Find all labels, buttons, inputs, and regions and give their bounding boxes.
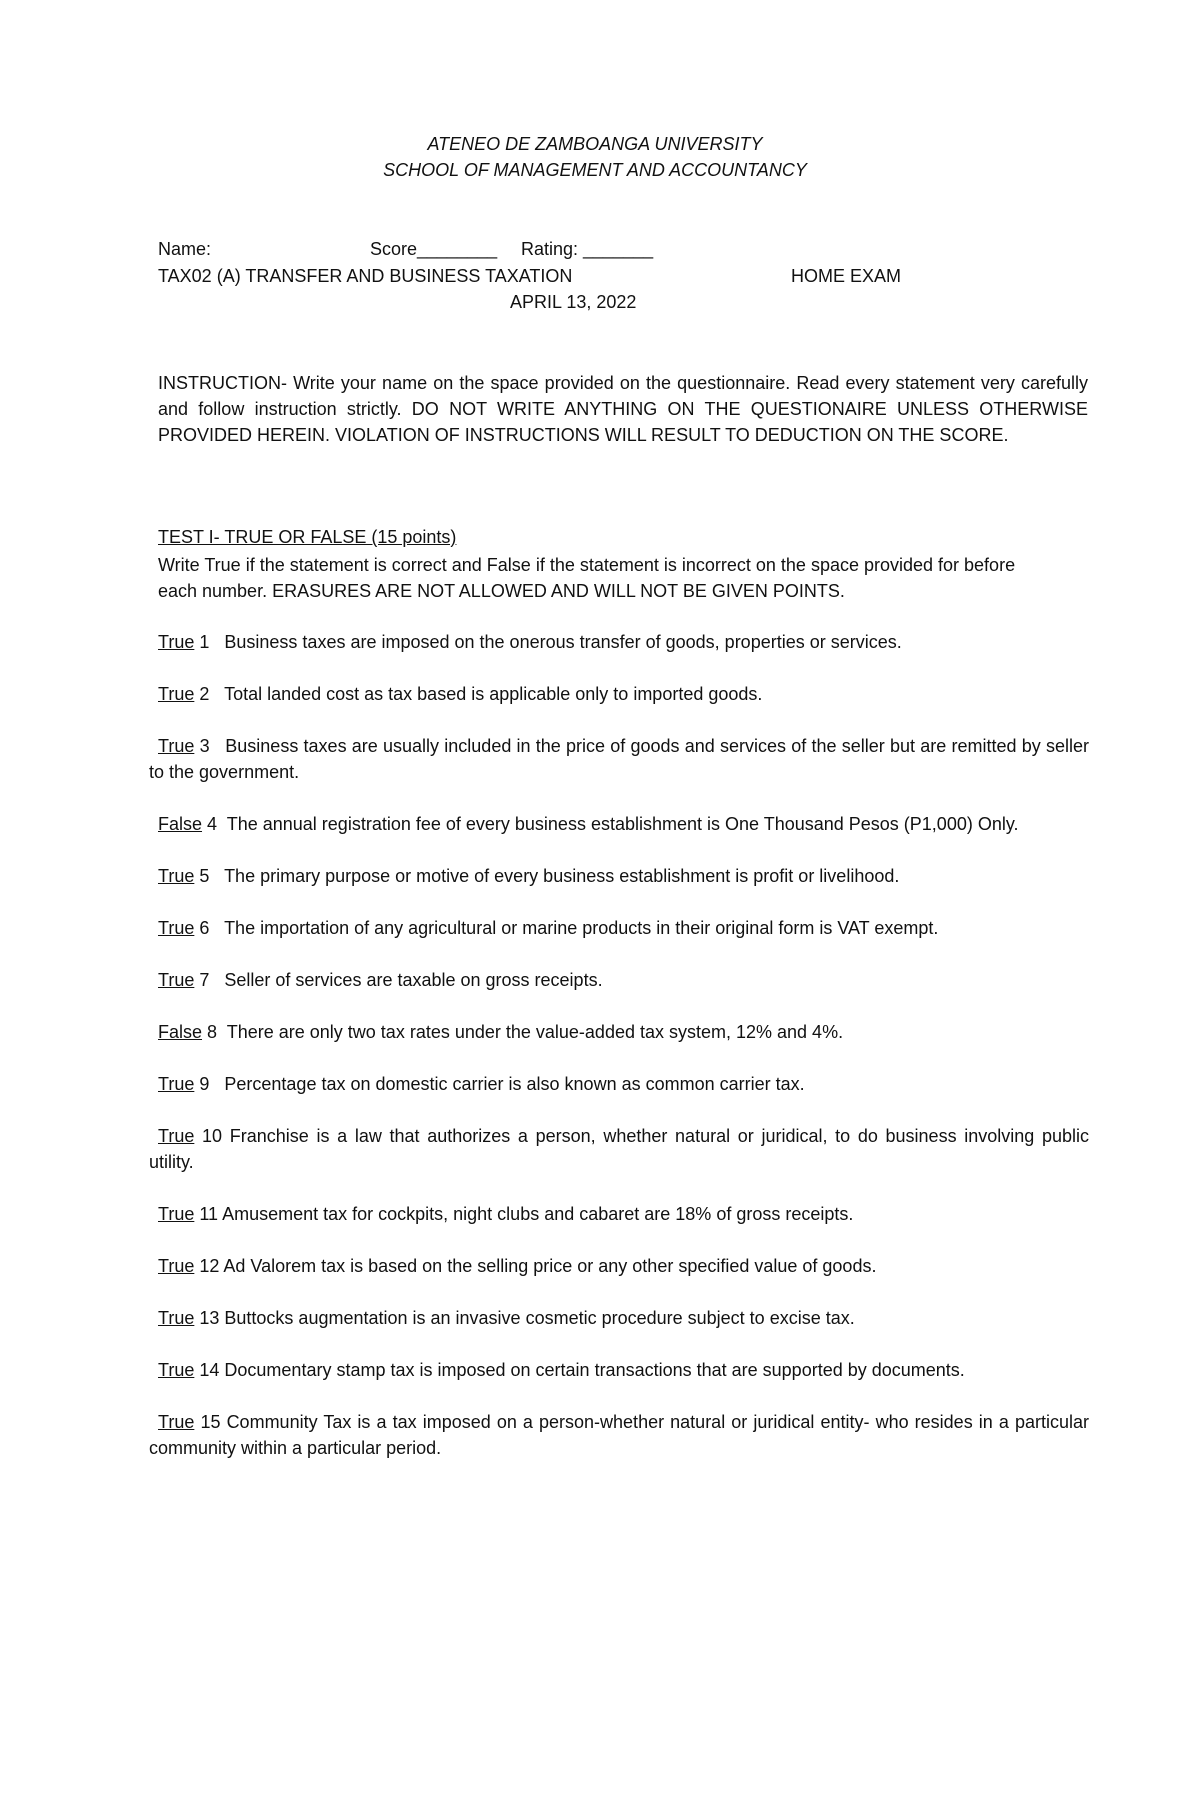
question-text: Business taxes are usually included in the price of goods and services of the seller but are remitted by seller to the government.	[149, 736, 1089, 782]
question-item-5	[149, 863, 1089, 889]
question-number: 15	[200, 1412, 221, 1432]
question-number: 3	[199, 736, 210, 756]
course-title: TAX02 (A) TRANSFER AND BUSINESS TAXATION	[158, 266, 573, 286]
question-number: 12	[199, 1256, 220, 1276]
question-number: 2	[199, 684, 210, 704]
answer: True	[158, 1126, 195, 1146]
question-item-6	[149, 915, 1089, 941]
answer: True	[158, 970, 195, 990]
answer: True	[158, 1256, 195, 1276]
answer: True	[158, 918, 195, 938]
question-item-15	[149, 1409, 1089, 1461]
question-item-8	[149, 1019, 1089, 1045]
question-text: The importation of any agricultural or marine products in their original form is VAT exempt.	[224, 918, 939, 938]
question-number: 13	[199, 1308, 220, 1328]
question-number: 7	[199, 970, 210, 990]
question-number: 5	[199, 866, 210, 886]
answer: True	[158, 632, 195, 652]
question-number: 4	[207, 814, 218, 834]
rating-label: Rating: _______	[521, 239, 654, 259]
question-text: Documentary stamp tax is imposed on certain transactions that are supported by documents.	[224, 1360, 965, 1380]
name-label: Name:	[158, 239, 212, 259]
exam-type: HOME EXAM	[791, 266, 902, 286]
answer: False	[158, 1022, 203, 1042]
answer: False	[158, 814, 203, 834]
question-number: 1	[199, 632, 210, 652]
question-text: Amusement tax for cockpits, night clubs and cabaret are 18% of gross receipts.	[222, 1204, 854, 1224]
instruction-paragraph: INSTRUCTION- Write your name on the space provided on the questionnaire. Read every statement very carefully and follow instruction strictly. DO NOT WRITE ANYTHING ON THE QUESTIONAIRE UNLESS OTHERWISE PROVIDED HEREIN. VIOLATION OF INSTRUCTIONS WILL RESULT TO DEDUCTION ON THE SCORE.	[158, 373, 1088, 445]
question-text: The primary purpose or motive of every business establishment is profit or livelihood.	[224, 866, 900, 886]
question-number: 8	[207, 1022, 218, 1042]
question-item-14	[149, 1357, 1089, 1383]
school-name: SCHOOL OF MANAGEMENT AND ACCOUNTANCY	[383, 160, 807, 180]
question-item-13	[149, 1305, 1089, 1331]
test-title: TEST I- TRUE OR FALSE (15 points)	[158, 527, 457, 547]
answer: True	[158, 736, 195, 756]
question-number: 6	[199, 918, 210, 938]
question-item-11	[149, 1201, 1089, 1227]
question-text: Buttocks augmentation is an invasive cosmetic procedure subject to excise tax.	[224, 1308, 855, 1328]
test-description: Write True if the statement is correct and False if the statement is incorrect on the space provided for before each number. ERASURES ARE NOT ALLOWED AND WILL NOT BE GIVEN POINTS.	[158, 555, 1016, 601]
question-text: Percentage tax on domestic carrier is also known as common carrier tax.	[224, 1074, 805, 1094]
question-text: Business taxes are imposed on the onerous transfer of goods, properties or services.	[224, 632, 902, 652]
question-text: Total landed cost as tax based is applicable only to imported goods.	[224, 684, 763, 704]
question-number: 10	[202, 1126, 223, 1146]
exam-date: APRIL 13, 2022	[510, 292, 637, 312]
question-text: Franchise is a law that authorizes a person, whether natural or juridical, to do business involving public utility.	[149, 1126, 1089, 1172]
question-number: 9	[199, 1074, 210, 1094]
question-number: 14	[199, 1360, 220, 1380]
answer: True	[158, 1308, 195, 1328]
answer: True	[158, 1204, 195, 1224]
answer: True	[158, 1360, 195, 1380]
score-label: Score________	[370, 239, 498, 259]
university-name: ATENEO DE ZAMBOANGA UNIVERSITY	[427, 134, 763, 154]
question-item-12	[149, 1253, 1089, 1279]
question-item-10	[149, 1123, 1089, 1175]
question-list	[149, 629, 1089, 1487]
question-item-7	[149, 967, 1089, 993]
question-text: Ad Valorem tax is based on the selling price or any other specified value of goods.	[223, 1256, 877, 1276]
question-text: Community Tax is a tax imposed on a person-whether natural or juridical entity- who resides in a particular community within a particular period.	[149, 1412, 1089, 1458]
answer: True	[158, 1412, 195, 1432]
question-text: There are only two tax rates under the value-added tax system, 12% and 4%.	[226, 1022, 844, 1042]
question-number: 11	[199, 1204, 219, 1224]
answer: True	[158, 684, 195, 704]
question-text: Seller of services are taxable on gross receipts.	[224, 970, 603, 990]
question-item-1	[149, 629, 1089, 655]
question-text: The annual registration fee of every business establishment is One Thousand Pesos (P1,000) Only.	[226, 814, 1019, 834]
answer: True	[158, 866, 195, 886]
answer: True	[158, 1074, 195, 1094]
question-item-2	[149, 681, 1089, 707]
question-item-3	[149, 733, 1089, 785]
question-item-4	[149, 811, 1089, 837]
question-item-9	[149, 1071, 1089, 1097]
